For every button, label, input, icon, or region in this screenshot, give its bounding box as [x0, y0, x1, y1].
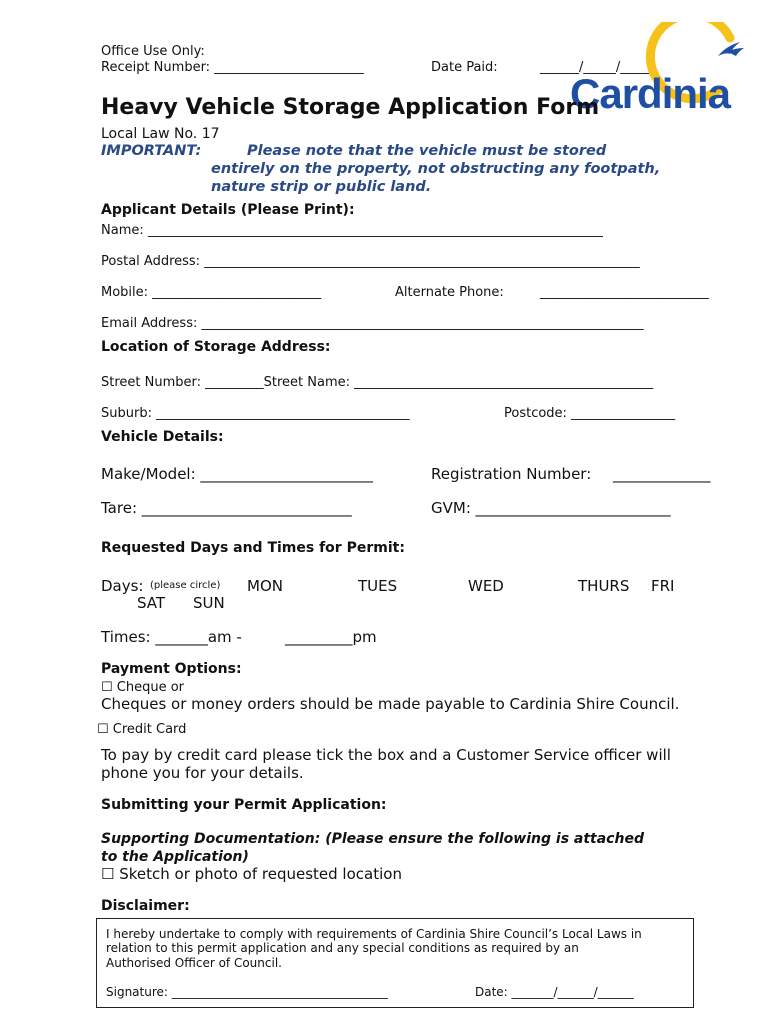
logo-text: Cardinia: [570, 70, 731, 117]
day-fri[interactable]: FRI: [651, 577, 675, 595]
day-tues[interactable]: TUES: [358, 577, 398, 595]
important-line-1: Please note that the vehicle must be stored: [247, 143, 607, 159]
day-thurs[interactable]: THURS: [578, 577, 630, 595]
suburb-field[interactable]: Suburb: _______________________________________: [101, 406, 410, 421]
payment-heading: Payment Options:: [101, 661, 242, 677]
disclaimer-box: [96, 918, 694, 1008]
important-line-3: nature strip or public land.: [211, 179, 432, 195]
day-mon[interactable]: MON: [247, 577, 283, 595]
sketch-checkbox[interactable]: ☐ Sketch or photo of requested location: [101, 865, 402, 883]
day-sun[interactable]: SUN: [193, 594, 225, 612]
location-heading: Location of Storage Address:: [101, 339, 331, 355]
signature-field[interactable]: Signature: ____________________________________: [106, 985, 388, 999]
supporting-docs-line-2: to the Application): [101, 849, 249, 865]
times-pm-field[interactable]: _________pm: [285, 628, 377, 646]
applicant-heading: Applicant Details (Please Print):: [101, 202, 355, 218]
email-field[interactable]: Email Address: ____________________________________________________________________: [101, 316, 644, 331]
important-label: IMPORTANT:: [101, 143, 202, 159]
street-field[interactable]: Street Number: _________Street Name: ______________________________________________: [101, 375, 654, 390]
registration-label: Registration Number:: [431, 465, 592, 483]
credit-card-checkbox[interactable]: ☐ Credit Card: [97, 722, 187, 737]
requested-heading: Requested Days and Times for Permit:: [101, 540, 405, 556]
disclaimer-date-field[interactable]: Date: _______/______/______: [475, 985, 634, 999]
important-line-2: entirely on the property, not obstructing any footpath,: [211, 161, 661, 177]
logo-bird-icon: [718, 42, 744, 56]
date-paid-label: Date Paid:: [431, 60, 498, 75]
name-field[interactable]: Name: ______________________________________________________________________: [101, 223, 603, 238]
supporting-docs-line-1: Supporting Documentation: (Please ensure the following is attached: [101, 831, 644, 847]
disclaimer-line-3: Authorised Officer of Council.: [106, 956, 282, 970]
gvm-field[interactable]: GVM: __________________________: [431, 499, 671, 517]
days-hint: (please circle): [150, 580, 221, 591]
days-label: Days:: [101, 577, 144, 595]
credit-note-line-1: To pay by credit card please tick the box and a Customer Service officer will: [101, 746, 671, 764]
date-paid-field[interactable]: ______/_____/_____: [540, 60, 653, 75]
postcode-field[interactable]: Postcode: ________________: [504, 406, 676, 421]
day-sat[interactable]: SAT: [137, 594, 166, 612]
disclaimer-line-2: relation to this permit application and any special conditions as required by an: [106, 941, 579, 955]
credit-note-line-2: phone you for your details.: [101, 764, 304, 782]
cheque-note: Cheques or money orders should be made payable to Cardinia Shire Council.: [101, 695, 680, 713]
local-law-label: Local Law No. 17: [101, 126, 220, 142]
receipt-number-field[interactable]: Receipt Number: _______________________: [101, 60, 364, 75]
disclaimer-heading: Disclaimer:: [101, 898, 190, 914]
day-wed[interactable]: WED: [468, 577, 504, 595]
make-model-field[interactable]: Make/Model: _______________________: [101, 465, 373, 483]
tare-field[interactable]: Tare: ____________________________: [101, 499, 352, 517]
disclaimer-line-1: I hereby undertake to comply with requirements of Cardinia Shire Council’s Local Laws in: [106, 927, 642, 941]
office-use-label: Office Use Only:: [101, 44, 205, 59]
times-am-field[interactable]: Times: _______am -: [101, 628, 242, 646]
postal-address-field[interactable]: Postal Address: ___________________________________________________________________: [101, 254, 640, 269]
mobile-field[interactable]: Mobile: __________________________: [101, 285, 322, 300]
alternate-phone-label: Alternate Phone:: [395, 285, 504, 300]
registration-field[interactable]: _____________: [613, 465, 711, 483]
cheque-checkbox[interactable]: ☐ Cheque or: [101, 680, 185, 695]
alternate-phone-field[interactable]: __________________________: [540, 285, 709, 300]
vehicle-heading: Vehicle Details:: [101, 429, 224, 445]
submitting-heading: Submitting your Permit Application:: [101, 797, 387, 813]
page-title: Heavy Vehicle Storage Application Form: [101, 95, 600, 120]
